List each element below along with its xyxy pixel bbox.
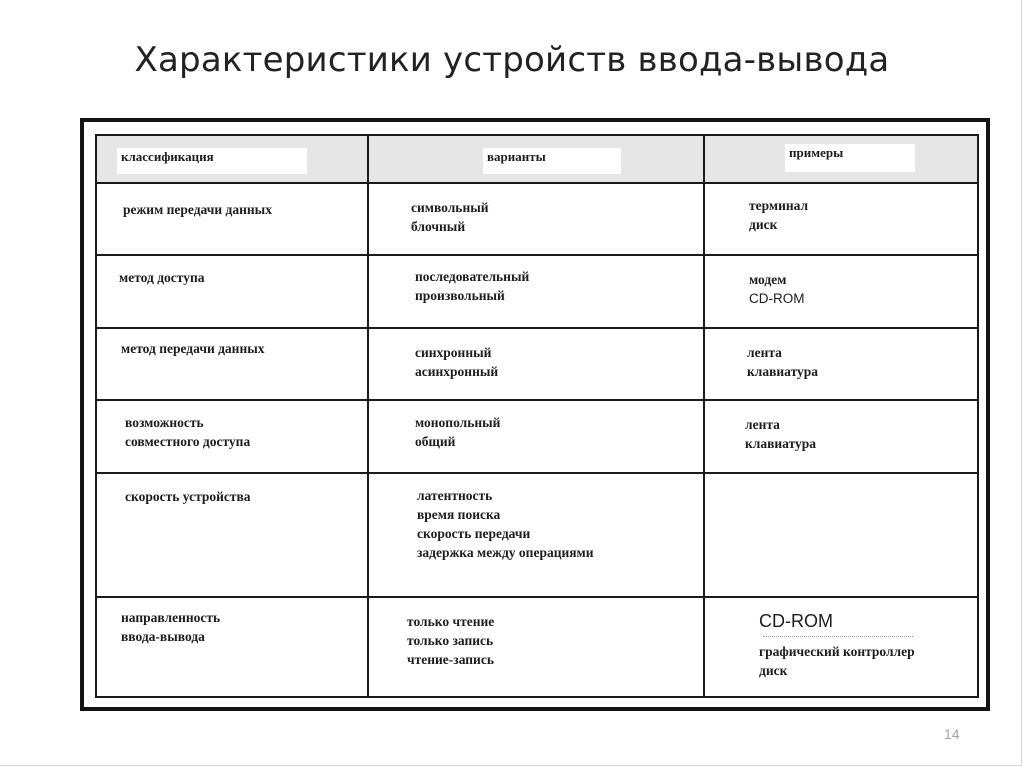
- variant-text: произвольный: [415, 288, 505, 303]
- table-header-row: [96, 135, 978, 183]
- cell-variants: [368, 255, 704, 328]
- example-text: лента: [745, 417, 780, 432]
- classification-text: метод доступа: [119, 270, 205, 285]
- variant-text: только чтение: [407, 614, 495, 629]
- cell-classification: [96, 255, 368, 328]
- slide-title: Характеристики устройств ввода-вывода: [134, 40, 890, 80]
- variant-text: задержка между операциями: [417, 545, 594, 560]
- example-text: графический контроллер: [759, 644, 915, 659]
- variant-text: только запись: [407, 633, 494, 648]
- cell-variants: [368, 328, 704, 400]
- classification-text: возможность: [125, 415, 204, 430]
- page-number: 14: [944, 726, 960, 742]
- header-examples: примеры: [785, 144, 915, 172]
- example-text: CD-ROM: [749, 291, 805, 306]
- table-row: [96, 400, 978, 473]
- variant-text: блочный: [411, 219, 466, 234]
- variant-text: чтение-запись: [407, 652, 494, 667]
- io-characteristics-table: [95, 134, 979, 698]
- example-text: клавиатура: [747, 364, 819, 379]
- variant-text: общий: [415, 434, 456, 449]
- cell-examples: [704, 400, 978, 473]
- variant-text: асинхронный: [415, 364, 499, 379]
- cell-examples: [704, 597, 978, 697]
- header-variants: варианты: [483, 148, 621, 174]
- cell-variants: [368, 400, 704, 473]
- classification-text: скорость устройства: [125, 489, 251, 504]
- table-row: [96, 183, 978, 255]
- header-cell-variants: [368, 135, 704, 183]
- classification-text: совместного доступа: [125, 434, 251, 449]
- cell-classification: [96, 597, 368, 697]
- cell-classification: [96, 400, 368, 473]
- example-text: клавиатура: [745, 436, 817, 451]
- classification-text: ввода-вывода: [121, 629, 205, 644]
- header-cell-examples: [704, 135, 978, 183]
- table-row: [96, 473, 978, 597]
- table-row: [96, 597, 978, 697]
- variant-text: последовательный: [415, 269, 530, 284]
- cell-classification: [96, 473, 368, 597]
- header-cell-classification: [96, 135, 368, 183]
- table-row: [96, 255, 978, 328]
- example-text: модем: [749, 272, 787, 287]
- cell-examples-empty: [704, 473, 978, 597]
- cell-examples: [704, 183, 978, 255]
- cell-classification: [96, 328, 368, 400]
- cell-variants: [368, 597, 704, 697]
- example-text: CD-ROM: [759, 611, 833, 631]
- example-text: диск: [759, 663, 788, 678]
- example-text: диск: [749, 217, 778, 232]
- cell-variants: [368, 183, 704, 255]
- cell-examples: [704, 255, 978, 328]
- classification-text: направленность: [121, 610, 221, 625]
- cell-variants: [368, 473, 704, 597]
- variant-text: символьный: [411, 200, 489, 215]
- table-row: [96, 328, 978, 400]
- cell-examples: [704, 328, 978, 400]
- variant-text: латентность: [417, 488, 493, 503]
- variant-text: монопольный: [415, 415, 501, 430]
- example-text: лента: [747, 345, 782, 360]
- header-classification: классификация: [117, 148, 307, 174]
- classification-text: метод передачи данных: [121, 341, 265, 356]
- classification-text: режим передачи данных: [123, 202, 272, 217]
- variant-text: время поиска: [417, 507, 501, 522]
- variant-text: скорость передачи: [417, 526, 531, 541]
- variant-text: синхронный: [415, 345, 492, 360]
- cell-classification: [96, 183, 368, 255]
- example-text: терминал: [749, 198, 809, 213]
